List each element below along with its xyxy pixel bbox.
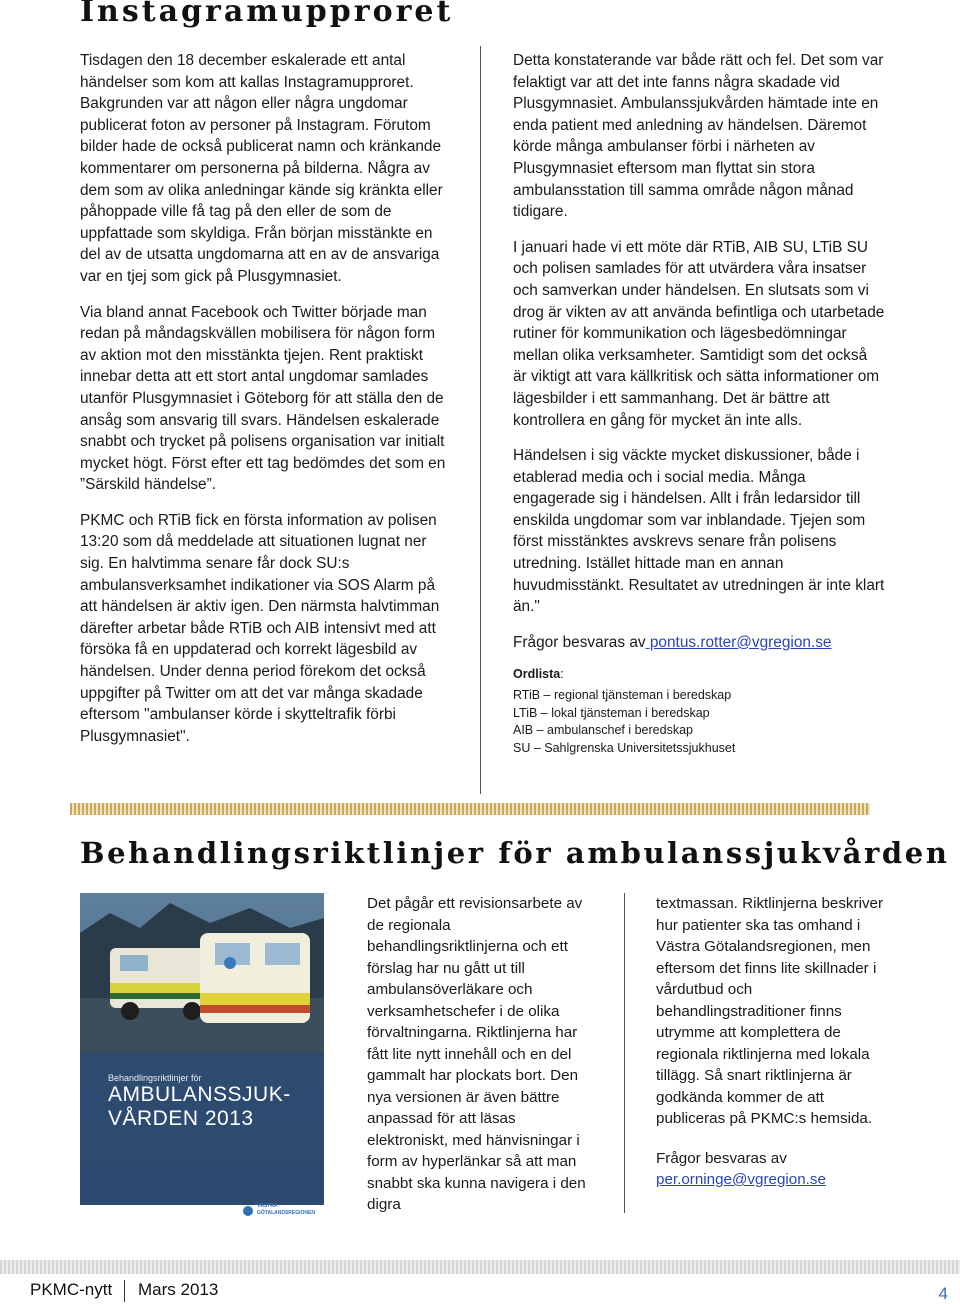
cover-big-title-line2: VÅRDEN 2013 [108,1107,254,1130]
body-paragraph: PKMC och RTiB fick en första information av polisen 13:20 som då meddelade att situationen lugnat ner sig. En halvtimma senare får dock SU:s ambulansverksamhet indikationer via SOS Alarm på att händelsen är aktiv igen. Den närmsta halvtimman därefter arbetar både RTiB och AIB intensivt med att försöka få en uppdaterad och korrekt lägesbild av händelsen. Under denna period förekom det också uppgifter på Twitter om att det var många skadade eftersom "ambulanser körde i skytteltrafik förbi Plusgymnasiet". [80,511,440,745]
body-paragraph: Tisdagen den 18 december eskalerade ett antal händelser som kom att kallas Instagramupproret. Bakgrunden var att någon eller några ungdomar publicerat foton av personer på Instagram. Förutom bilder hade de också publicerat namn och kränkande kommentarer om personerna på bilderna. Några av dem som av olika anledningar kände sig kränkta eller påhoppade ville få tag på den eller de som de uppfattade som skyldiga. Från början misstänkte en del av de utsatta ungdomarna att en av de ansvariga var en tjej som gick på Plusgymnasiet. [80,52,443,285]
footer-divider [124,1280,125,1302]
ordlista-item: SU – Sahlgrenska Universitetssjukhuset [513,740,736,755]
contact-line [513,632,885,654]
instagram-left-column [80,50,452,761]
ordlista-title-text: Ordlista [513,667,561,682]
ordlista-item: AIB – ambulanschef i beredskap [513,723,693,738]
ordlista-colon: : [560,667,564,682]
cover-logo-text-line1: VÄSTRA [257,1203,278,1209]
cover-small-title: Behandlingsriktlinjer för [108,1073,202,1083]
guidelines-cover-image [80,893,324,1222]
guidelines-right-column [656,893,888,1205]
page-number: 4 [938,1284,948,1303]
guidelines-mid-column [367,893,599,1230]
cover-logo-text-line2: GÖTALANDSREGIONEN [257,1210,315,1216]
ordlista-title [513,667,885,681]
footer-band [0,1260,960,1274]
ordlista-item: RTiB – regional tjänsteman i beredskap [513,688,732,703]
instagram-right-column [513,50,885,757]
ambulance-shape [200,933,310,1023]
body-paragraph: Händelsen i sig väckte mycket diskussioner, både i etablerad media och i social media. Många engagerade sig i händelsen. Allt i från ledarsidor till enskilda ungdomar som var inblandade. Tjejen som först misstänktes avskrevs senare från polisens utredning. Istället hittade man en annan huvudmisstänkt. Resultatet av utredningen är inte klart än." [513,447,885,616]
cover-big-title-line1: AMBULANSSJUK- [108,1083,291,1106]
ordlista-item: LTiB – lokal tjänsteman i beredskap [513,705,710,720]
contact-line [656,1148,888,1191]
section-heading-instagram: Instagramupproret [80,0,454,29]
footer-publication: PKMC-nytt [30,1280,113,1299]
body-paragraph: I januari hade vi ett möte där RTiB, AIB SU, LTiB SU och polisen samlades för att utvärdera våra insatser och samverkan under händelsen. En slutsats som vi drog är vikten av att använda befintliga och utarbetade rutiner för kommunikation och lägesbedömningar mellan olika verksamheter. Samtidigt som det också är viktigt att vara källkritisk och sätta informationer om lägesbilder i ett sammanhang. Det är bättre att kontrollera en gång för mycket än inte alls. [513,238,885,429]
column-divider [480,46,481,794]
contact-email-link[interactable]: pontus.rotter@vgregion.se [645,633,832,651]
body-paragraph: Via bland annat Facebook och Twitter började man redan på måndagskvällen mobilisera för någon form av aktion mot den misstänkta tjejen. Rent praktiskt innebar detta att ett stort antal ungdomar samlades utanför Plusgymnasiet i Göteborg för att ställa den de ansåg som ansvarig till svars. Händelsen eskalerade snabbt och trycket på polisens organisation var initialt mycket högt. Först efter ett tag bedömdes det som en ”Särskild händelse”. [80,303,446,494]
body-paragraph: Detta konstaterande var både rätt och fel. Det som var felaktigt var att det inte fanns några skadade vid Plusgymnasiet. Ambulanssjukvården hämtade inte en enda patient med anledning av händelsen. Däremot körde många ambulanser förbi i närheten av Plusgymnasiet eftersom man flyttat sin stora ambulansstation till samma område någon månad tidigare. [513,52,884,221]
section-separator [70,803,870,815]
footer-issue: Mars 2013 [138,1280,219,1299]
contact-email-link[interactable]: per.orninge@vgregion.se [656,1171,826,1188]
column-divider [624,893,625,1213]
cover-photo [80,893,324,1222]
contact-prefix: Frågor besvaras av [513,633,646,651]
ordlista [513,667,885,757]
body-paragraph: Det pågår ett revisionsarbete av de regionala behandlingsriktlinjerna och ett förslag har nu gått ut till ambulansöverläkare och verksamhetschefer i de olika förvaltningarna. Riktlinjerna har fått lite nytt innehåll och en del gammalt har plockats bort. Den nya versionen är även bättre anpassad för att läsas elektroniskt, med hänvisningar i form av hyperlänkar så att man snabbt ska kunna navigera i den digra [367,895,586,1213]
section-heading-guidelines: Behandlingsriktlinjer för ambulanssjukvården [80,836,950,870]
contact-prefix: Frågor besvaras av [656,1149,787,1167]
body-paragraph: textmassan. Riktlinjerna beskriver hur patienter ska tas omhand i Västra Götalandsregionen, men eftersom det finns lite skillnader i vårdutbud och behandlingstraditioner finns utrymme att komplettera de regionala riktlinjerna med lokala tillägg. Så snart riktlinjerna är godkända kommer de att publiceras på PKMC:s hemsida. [656,895,884,1127]
